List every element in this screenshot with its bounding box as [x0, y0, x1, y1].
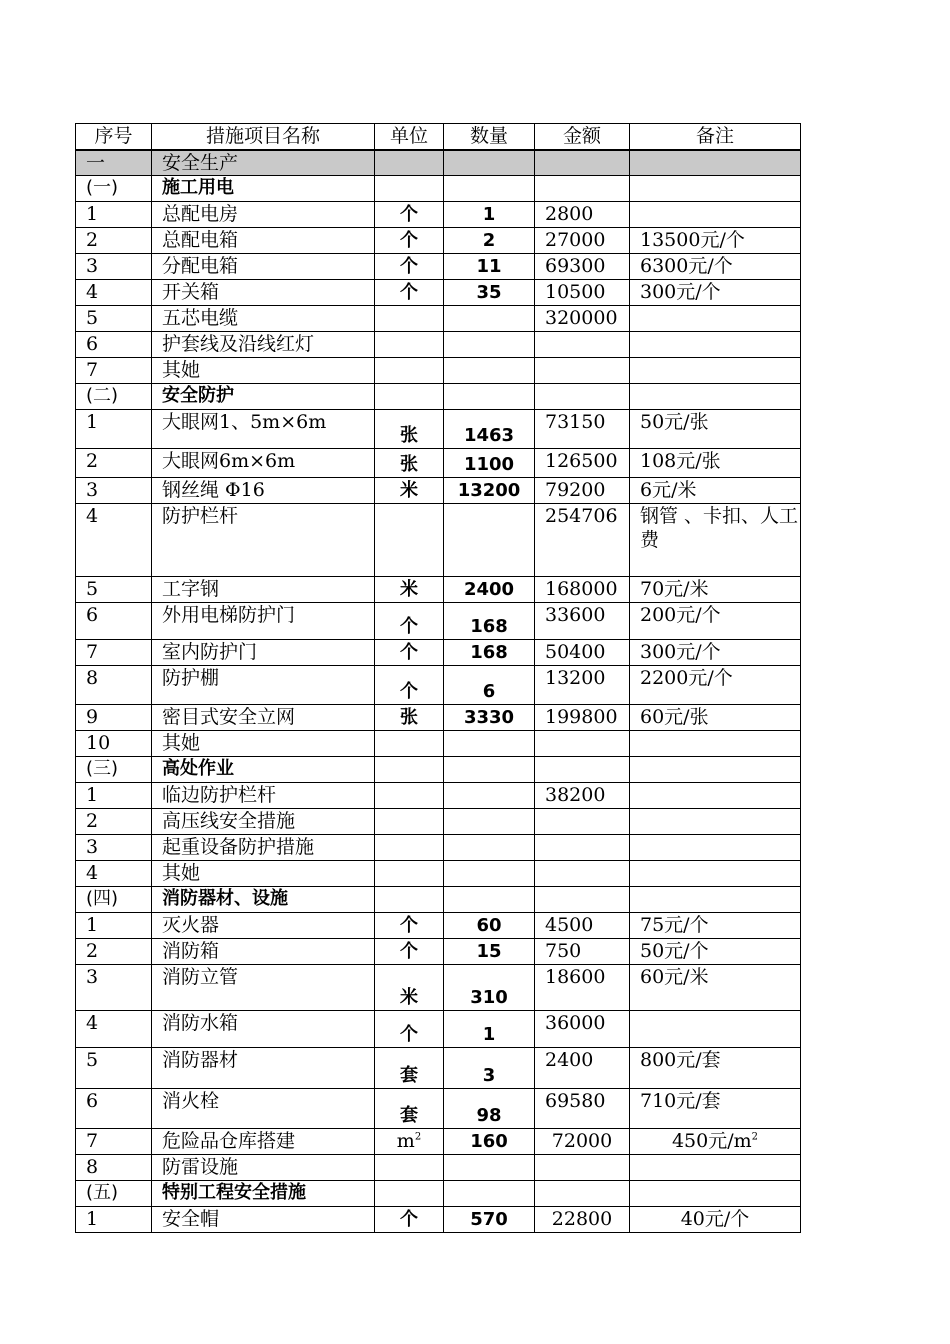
unit-cell [375, 175, 444, 201]
note-cell [630, 357, 801, 383]
table-row [76, 357, 801, 383]
section-row [76, 175, 801, 201]
quantity-cell: 3330 [444, 704, 535, 730]
amount-cell: 27000 [535, 227, 630, 253]
item-name: 防护栏杆 [152, 503, 375, 576]
row-number: 5 [76, 305, 152, 331]
category-row [76, 150, 801, 176]
row-number: 9 [76, 704, 152, 730]
table-row [76, 938, 801, 964]
unit-cell [375, 886, 444, 912]
note-cell [630, 860, 801, 886]
note-cell [630, 1010, 801, 1047]
quantity-cell [444, 175, 535, 201]
unit-cell: 个 [375, 1010, 444, 1047]
row-number: 3 [76, 253, 152, 279]
table-row [76, 1010, 801, 1047]
note-cell: 710元/套 [630, 1088, 801, 1128]
quantity-cell: 168 [444, 639, 535, 665]
row-number: (五) [76, 1180, 152, 1206]
quantity-cell: 3 [444, 1047, 535, 1088]
item-name: 工字钢 [152, 576, 375, 602]
note-cell: 50元/张 [630, 409, 801, 448]
table-row [76, 860, 801, 886]
item-name: 消防立管 [152, 964, 375, 1010]
note-cell: 108元/张 [630, 448, 801, 477]
quantity-cell: 310 [444, 964, 535, 1010]
note-cell [630, 201, 801, 227]
quantity-cell: 1463 [444, 409, 535, 448]
row-number: 4 [76, 279, 152, 305]
amount-cell: 168000 [535, 576, 630, 602]
table-row [76, 1154, 801, 1180]
quantity-cell [444, 357, 535, 383]
note-cell: 50元/个 [630, 938, 801, 964]
item-name: 消防器材、设施 [152, 886, 375, 912]
item-name: 五芯电缆 [152, 305, 375, 331]
item-name: 高处作业 [152, 756, 375, 782]
amount-cell: 73150 [535, 409, 630, 448]
row-number: 7 [76, 1128, 152, 1154]
amount-cell: 10500 [535, 279, 630, 305]
row-number: 1 [76, 409, 152, 448]
table-row [76, 253, 801, 279]
unit-cell: 个 [375, 639, 444, 665]
amount-cell [535, 756, 630, 782]
quantity-cell: 15 [444, 938, 535, 964]
unit-cell [375, 756, 444, 782]
table-row [76, 409, 801, 448]
note-cell [630, 175, 801, 201]
table-row [76, 279, 801, 305]
unit-cell: 个 [375, 201, 444, 227]
amount-cell: 4500 [535, 912, 630, 938]
note-cell [630, 834, 801, 860]
row-number: 3 [76, 477, 152, 503]
item-name: 护套线及沿线红灯 [152, 331, 375, 357]
header-cell: 备注 [630, 124, 801, 150]
table-row [76, 834, 801, 860]
row-number: 4 [76, 860, 152, 886]
quantity-cell: 1 [444, 201, 535, 227]
table-row [76, 448, 801, 477]
row-number: 2 [76, 938, 152, 964]
amount-cell: 22800 [535, 1206, 630, 1232]
item-name: 消防器材 [152, 1047, 375, 1088]
category-cell [444, 150, 535, 176]
unit-cell: $m^2$ [375, 1128, 444, 1154]
row-number: 10 [76, 730, 152, 756]
amount-cell [535, 730, 630, 756]
row-number: 1 [76, 1206, 152, 1232]
amount-cell: 69300 [535, 253, 630, 279]
note-cell: 60元/张 [630, 704, 801, 730]
category-cell [630, 150, 801, 176]
amount-cell [535, 808, 630, 834]
unit-cell [375, 383, 444, 409]
note-cell: 75元/个 [630, 912, 801, 938]
amount-cell: 254706 [535, 503, 630, 576]
row-number: (三) [76, 756, 152, 782]
amount-cell: 320000 [535, 305, 630, 331]
unit-cell: 张 [375, 409, 444, 448]
amount-cell: 69580 [535, 1088, 630, 1128]
table-row [76, 305, 801, 331]
quantity-cell: 160 [444, 1128, 535, 1154]
item-name: 密目式安全立网 [152, 704, 375, 730]
note-cell [630, 1154, 801, 1180]
quantity-cell: 98 [444, 1088, 535, 1128]
category-cell [375, 150, 444, 176]
table-row [76, 639, 801, 665]
table-row [76, 227, 801, 253]
quantity-cell: 11 [444, 253, 535, 279]
unit-cell [375, 1180, 444, 1206]
quantity-cell: 1 [444, 1010, 535, 1047]
header-cell: 措施项目名称 [152, 124, 375, 150]
quantity-cell [444, 834, 535, 860]
unit-cell [375, 503, 444, 576]
unit-cell: 个 [375, 602, 444, 639]
note-cell [630, 886, 801, 912]
amount-cell [535, 357, 630, 383]
row-number: 7 [76, 357, 152, 383]
note-cell [630, 1180, 801, 1206]
table-row [76, 331, 801, 357]
amount-cell: 2400 [535, 1047, 630, 1088]
unit-cell [375, 782, 444, 808]
note-cell [630, 756, 801, 782]
item-name: 施工用电 [152, 175, 375, 201]
quantity-cell: 60 [444, 912, 535, 938]
quantity-cell [444, 305, 535, 331]
table-row [76, 1206, 801, 1232]
table-row [76, 730, 801, 756]
note-cell: 800元/套 [630, 1047, 801, 1088]
amount-cell: 33600 [535, 602, 630, 639]
amount-cell: 126500 [535, 448, 630, 477]
header-cell: 金额 [535, 124, 630, 150]
unit-cell [375, 1154, 444, 1180]
unit-cell: 米 [375, 477, 444, 503]
table-row [76, 602, 801, 639]
unit-cell: 张 [375, 704, 444, 730]
note-cell [630, 383, 801, 409]
amount-cell [535, 860, 630, 886]
note-cell [630, 730, 801, 756]
item-name: 其她 [152, 730, 375, 756]
amount-cell [535, 886, 630, 912]
unit-cell [375, 834, 444, 860]
quantity-cell: 570 [444, 1206, 535, 1232]
item-name: 特别工程安全措施 [152, 1180, 375, 1206]
note-cell: 13500元/个 [630, 227, 801, 253]
table-row [76, 201, 801, 227]
item-name: 大眼网1、5m×6m [152, 409, 375, 448]
item-name: 其她 [152, 860, 375, 886]
item-name: 消防箱 [152, 938, 375, 964]
category-cell [535, 150, 630, 176]
row-number: (二) [76, 383, 152, 409]
note-cell: 2200元/个 [630, 665, 801, 704]
unit-cell: 张 [375, 448, 444, 477]
item-name: 灭火器 [152, 912, 375, 938]
row-number: 8 [76, 665, 152, 704]
note-cell: 450元$/m^2$ [630, 1128, 801, 1154]
row-number: 1 [76, 201, 152, 227]
table-row [76, 1128, 801, 1154]
quantity-cell: 2400 [444, 576, 535, 602]
item-name: 临边防护栏杆 [152, 782, 375, 808]
quantity-cell: 168 [444, 602, 535, 639]
quantity-cell [444, 331, 535, 357]
quantity-cell: 6 [444, 665, 535, 704]
item-name: 总配电箱 [152, 227, 375, 253]
unit-cell [375, 808, 444, 834]
unit-cell: 个 [375, 665, 444, 704]
quantity-cell [444, 1154, 535, 1180]
row-number: 6 [76, 331, 152, 357]
item-name: 安全帽 [152, 1206, 375, 1232]
quantity-cell: 35 [444, 279, 535, 305]
amount-cell: 36000 [535, 1010, 630, 1047]
table-row [76, 782, 801, 808]
measures-table [75, 123, 801, 1233]
note-cell: 6300元/个 [630, 253, 801, 279]
note-cell [630, 782, 801, 808]
table-row [76, 964, 801, 1010]
row-number: (一) [76, 175, 152, 201]
item-name: 室内防护门 [152, 639, 375, 665]
quantity-cell: 13200 [444, 477, 535, 503]
row-number: 7 [76, 639, 152, 665]
amount-cell [535, 834, 630, 860]
row-number: 2 [76, 808, 152, 834]
row-number: 6 [76, 1088, 152, 1128]
item-name: 其她 [152, 357, 375, 383]
quantity-cell: 2 [444, 227, 535, 253]
note-cell: 200元/个 [630, 602, 801, 639]
unit-cell: 个 [375, 912, 444, 938]
item-name: 高压线安全措施 [152, 808, 375, 834]
item-name: 消防水箱 [152, 1010, 375, 1047]
item-name: 防雷设施 [152, 1154, 375, 1180]
amount-cell [535, 383, 630, 409]
amount-cell: 199800 [535, 704, 630, 730]
note-cell [630, 305, 801, 331]
amount-cell [535, 1180, 630, 1206]
row-number: 5 [76, 1047, 152, 1088]
table-row [76, 477, 801, 503]
amount-cell: 50400 [535, 639, 630, 665]
amount-cell [535, 1154, 630, 1180]
row-number: (四) [76, 886, 152, 912]
amount-cell: 79200 [535, 477, 630, 503]
section-row [76, 756, 801, 782]
note-cell: 300元/个 [630, 639, 801, 665]
item-name: 分配电箱 [152, 253, 375, 279]
item-name: 消火栓 [152, 1088, 375, 1128]
item-name: 防护棚 [152, 665, 375, 704]
row-number: 3 [76, 964, 152, 1010]
section-row [76, 383, 801, 409]
unit-cell: 米 [375, 576, 444, 602]
amount-cell: 38200 [535, 782, 630, 808]
unit-cell: 米 [375, 964, 444, 1010]
header-cell: 序号 [76, 124, 152, 150]
item-name: 危险品仓库搭建 [152, 1128, 375, 1154]
item-name: 安全防护 [152, 383, 375, 409]
quantity-cell [444, 503, 535, 576]
row-number: 2 [76, 227, 152, 253]
unit-cell [375, 860, 444, 886]
note-cell: 70元/米 [630, 576, 801, 602]
category-name: 安全生产 [152, 150, 375, 176]
unit-cell [375, 730, 444, 756]
row-number: 8 [76, 1154, 152, 1180]
note-cell [630, 331, 801, 357]
note-cell: 300元/个 [630, 279, 801, 305]
amount-cell [535, 331, 630, 357]
row-number: 4 [76, 1010, 152, 1047]
unit-cell: 个 [375, 279, 444, 305]
table-row [76, 808, 801, 834]
item-name: 总配电房 [152, 201, 375, 227]
note-cell: 6元/米 [630, 477, 801, 503]
table-row [76, 1088, 801, 1128]
unit-cell [375, 305, 444, 331]
table-row [76, 1047, 801, 1088]
table-row [76, 912, 801, 938]
quantity-cell [444, 860, 535, 886]
header-cell: 数量 [444, 124, 535, 150]
amount-cell: 13200 [535, 665, 630, 704]
quantity-cell [444, 730, 535, 756]
row-number: 1 [76, 912, 152, 938]
unit-cell: 套 [375, 1047, 444, 1088]
header-cell: 单位 [375, 124, 444, 150]
unit-cell [375, 331, 444, 357]
table-row [76, 704, 801, 730]
amount-cell: 18600 [535, 964, 630, 1010]
row-number: 2 [76, 448, 152, 477]
item-name: 开关箱 [152, 279, 375, 305]
quantity-cell [444, 886, 535, 912]
quantity-cell [444, 756, 535, 782]
unit-cell: 个 [375, 227, 444, 253]
item-name: 外用电梯防护门 [152, 602, 375, 639]
table-row [76, 503, 801, 576]
note-cell: 钢管 、卡扣、人工费 [630, 503, 801, 576]
row-number: 1 [76, 782, 152, 808]
section-row [76, 1180, 801, 1206]
item-name: 钢丝绳 Φ16 [152, 477, 375, 503]
row-number: 4 [76, 503, 152, 576]
unit-cell [375, 357, 444, 383]
row-number: 5 [76, 576, 152, 602]
quantity-cell [444, 1180, 535, 1206]
quantity-cell [444, 808, 535, 834]
table-row [76, 576, 801, 602]
table-row [76, 665, 801, 704]
note-cell [630, 808, 801, 834]
unit-cell: 个 [375, 1206, 444, 1232]
amount-cell: 72000 [535, 1128, 630, 1154]
amount-cell [535, 175, 630, 201]
amount-cell: 2800 [535, 201, 630, 227]
note-cell: 60元/米 [630, 964, 801, 1010]
row-number: 6 [76, 602, 152, 639]
quantity-cell [444, 782, 535, 808]
row-number: 3 [76, 834, 152, 860]
section-row [76, 886, 801, 912]
unit-cell: 个 [375, 253, 444, 279]
quantity-cell: 1100 [444, 448, 535, 477]
amount-cell: 750 [535, 938, 630, 964]
item-name: 大眼网6m×6m [152, 448, 375, 477]
note-cell: 40元/个 [630, 1206, 801, 1232]
category-no: 一 [76, 150, 152, 176]
quantity-cell [444, 383, 535, 409]
header-row [76, 124, 801, 150]
unit-cell: 套 [375, 1088, 444, 1128]
item-name: 起重设备防护措施 [152, 834, 375, 860]
unit-cell: 个 [375, 938, 444, 964]
